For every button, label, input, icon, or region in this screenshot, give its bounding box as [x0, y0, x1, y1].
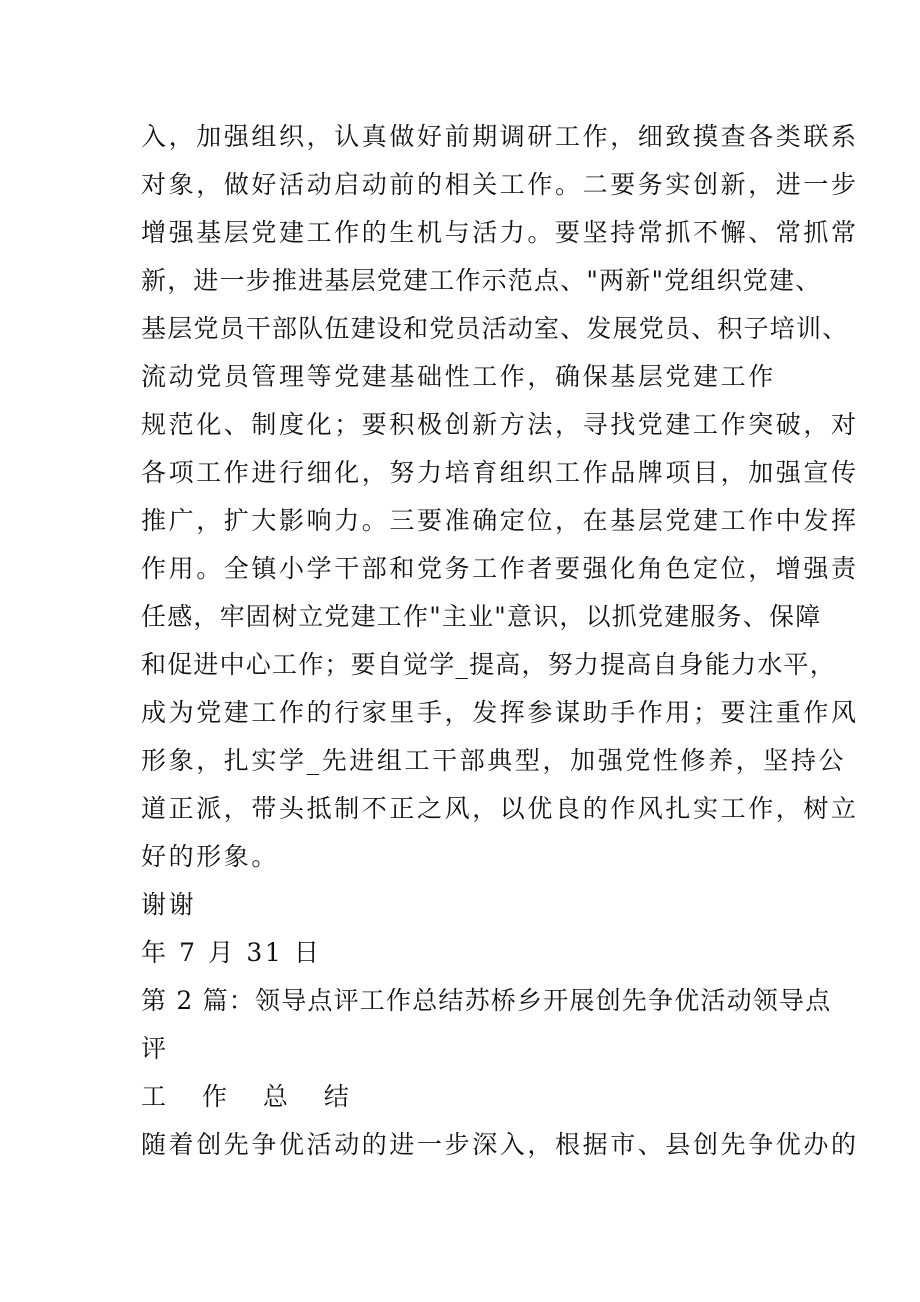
- thanks-text: 谢谢: [141, 890, 197, 919]
- text-line: 基层党员干部队伍建设和党员活动室、发展党员、积子培训、: [141, 314, 849, 343]
- text-line: 形象，扎实学_先进组工干部典型，加强党性修养，坚持公: [141, 746, 847, 775]
- date-text: 年 7 月 31 日: [141, 938, 322, 967]
- text-line: 和促进中心工作；要自觉学_提高，努力提高自身能力水平，: [141, 650, 836, 679]
- chapter-heading: 第 2 篇：领导点评工作总结苏桥乡开展创先争优活动领导点: [141, 986, 832, 1015]
- text-line: 对象，做好活动启动前的相关工作。二要务实创新，进一步: [141, 170, 859, 199]
- text-line: 成为党建工作的行家里手，发挥参谋助手作用；要注重作风: [141, 698, 859, 727]
- text-line: 各项工作进行细化，努力培育组织工作品牌项目，加强宣传: [141, 458, 859, 487]
- section-title: 工 作 总 结: [141, 1082, 363, 1111]
- text-line: 入，加强组织，认真做好前期调研工作，细致摸查各类联系: [141, 122, 859, 151]
- text-line: 流动党员管理等党建基础性工作，确保基层党建工作: [141, 362, 776, 391]
- text-line: 作用。全镇小学干部和党务工作者要强化角色定位，增强责: [141, 554, 859, 583]
- text-line: 推广，扩大影响力。三要准确定位，在基层党建工作中发挥: [141, 506, 859, 535]
- text-line: 道正派，带头抵制不正之风，以优良的作风扎实工作，树立: [141, 794, 859, 823]
- text-line: 好的形象。: [141, 842, 280, 871]
- text-line: 随着创先争优活动的进一步深入，根据市、县创先争优办的: [141, 1130, 859, 1159]
- text-line: 任感，牢固树立党建工作"主业"意识，以抓党建服务、保障: [141, 602, 822, 631]
- chapter-heading: 评: [141, 1034, 169, 1063]
- text-line: 规范化、制度化；要积极创新方法，寻找党建工作突破，对: [141, 410, 859, 439]
- text-line: 增强基层党建工作的生机与活力。要坚持常抓不懈、常抓常: [141, 218, 859, 247]
- text-line: 新，进一步推进基层党建工作示范点、"两新"党组织党建、: [141, 266, 822, 295]
